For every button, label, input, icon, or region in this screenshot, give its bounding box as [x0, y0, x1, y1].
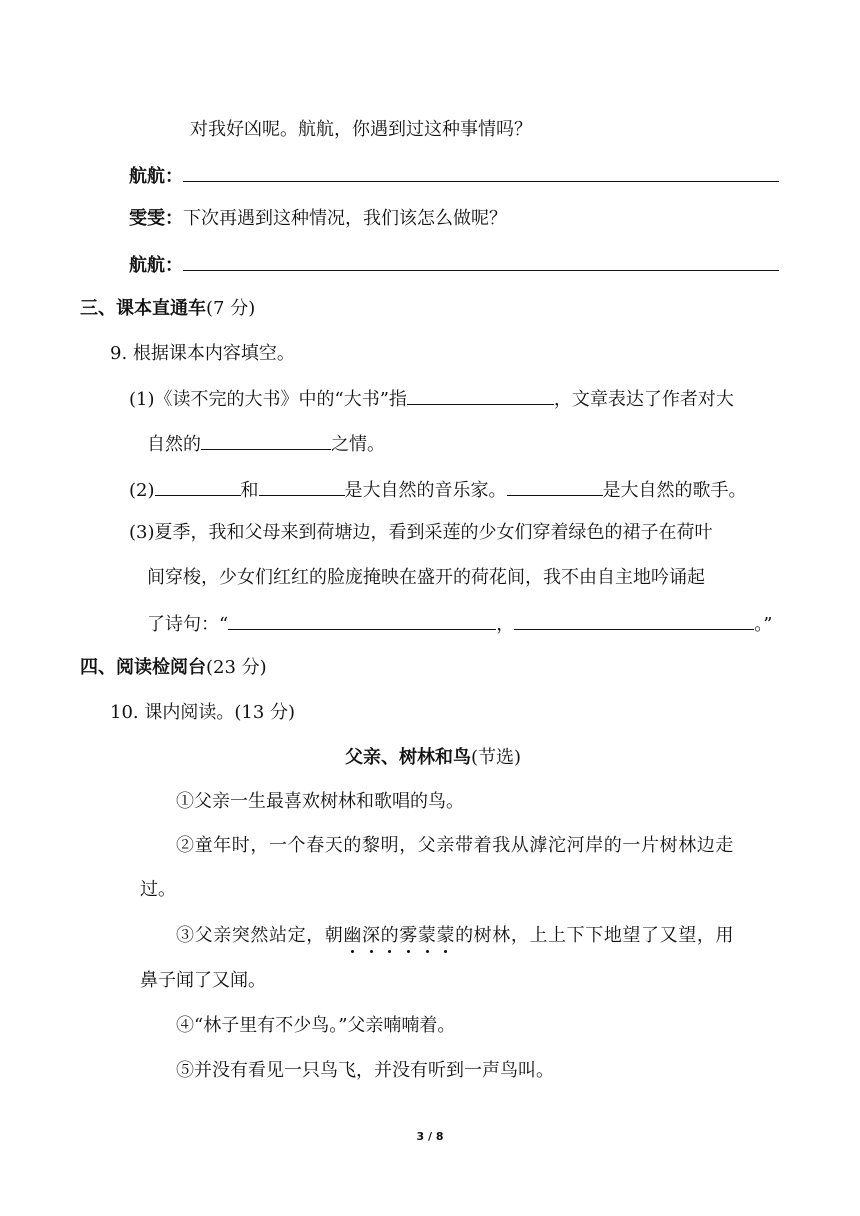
- paragraph-5: ⑤并没有看见一只鸟飞，并没有听到一声鸟叫。: [176, 1060, 554, 1081]
- question-text: 是大自然的音乐家。: [344, 480, 507, 501]
- article-title-text: 父亲、树林和鸟: [345, 747, 471, 768]
- question-10: 10. 课内阅读。(13 分): [110, 702, 296, 723]
- question-text: 。”: [754, 614, 773, 635]
- emphasized-char: 雾: [399, 925, 418, 946]
- question-9-3-line1: (3)夏季，我和父母来到荷塘边，看到采莲的少女们穿着绿色的裙子在荷叶: [129, 522, 713, 543]
- answer-blank[interactable]: [259, 477, 345, 496]
- question-text: 和: [240, 480, 259, 501]
- question-9-3-line2: 间穿梭，少女们红红的脸庞掩映在盛开的荷花间，我不由自主地吟诵起: [147, 567, 705, 588]
- emphasized-char: 的: [380, 925, 400, 946]
- answer-blank[interactable]: [228, 611, 496, 630]
- question-text: (1)《读不完的大书》中的“大书”指: [129, 389, 407, 410]
- paragraph-2-line1: ②童年时，一个春天的黎明，父亲带着我从滹沱河岸的一片树林边走: [176, 835, 734, 856]
- answer-blank[interactable]: [201, 431, 331, 450]
- section-title: 三、课本直通车: [80, 298, 206, 319]
- emphasized-char: 幽: [343, 925, 363, 946]
- question-9-1-line1: [129, 386, 734, 412]
- dialog-hanghang-2: [129, 252, 779, 278]
- answer-blank[interactable]: [507, 477, 603, 496]
- question-9-3-line3: [147, 611, 772, 637]
- section-3-heading: [80, 297, 255, 321]
- page-number: 3 / 8: [416, 1130, 444, 1143]
- answer-blank[interactable]: [183, 252, 779, 271]
- section-score: (23 分): [206, 657, 267, 678]
- dialog-continuation: 对我好凶呢。航航，你遇到过这种事情吗？: [190, 119, 532, 140]
- paragraph-2-line2: 过。: [140, 879, 176, 900]
- dialog-hanghang-1: [129, 163, 779, 189]
- emphasized-phrase: [343, 925, 455, 946]
- dialog-text: 下次再遇到这种情况，我们该怎么做呢？: [183, 208, 507, 229]
- answer-blank[interactable]: [155, 477, 241, 496]
- emphasized-char: 蒙: [417, 925, 437, 946]
- speaker-label: 雯雯：: [129, 208, 183, 229]
- dialog-wenwen: [129, 207, 507, 231]
- paragraph-3-line1: [176, 924, 734, 948]
- paragraph-4: ④“林子里有不少鸟。”父亲喃喃着。: [176, 1015, 456, 1036]
- section-score: (7 分): [206, 298, 256, 319]
- emphasized-char: 深: [362, 925, 381, 946]
- question-9-1-line2: [147, 431, 385, 457]
- paragraph-text: ③父亲突然站定，朝: [176, 925, 344, 946]
- question-text: (2): [129, 480, 155, 501]
- article-subtitle: (节选): [471, 747, 522, 768]
- speaker-label: 航航：: [129, 255, 183, 276]
- question-text: 是大自然的歌手。: [602, 480, 747, 501]
- question-9: 9. 根据课本内容填空。: [110, 343, 295, 364]
- question-text: 了诗句：“: [147, 614, 229, 635]
- question-text: 之情。: [331, 434, 385, 455]
- answer-blank[interactable]: [183, 163, 779, 182]
- question-text: 自然的: [147, 434, 201, 455]
- question-9-2: [129, 477, 747, 503]
- article-title: [345, 746, 521, 770]
- paragraph-3-line2: 鼻子闻了又闻。: [140, 970, 266, 991]
- question-text: ，: [496, 614, 515, 635]
- paragraph-text: 的树林，上上下下地望了又望，用: [455, 925, 735, 946]
- answer-blank[interactable]: [514, 611, 754, 630]
- section-title: 四、阅读检阅台: [80, 657, 206, 678]
- question-text: ，文章表达了作者对大: [553, 389, 734, 410]
- emphasized-char: 蒙: [436, 925, 456, 946]
- section-4-heading: [80, 656, 267, 680]
- paragraph-1: ①父亲一生最喜欢树林和歌唱的鸟。: [176, 791, 464, 812]
- speaker-label: 航航：: [129, 166, 183, 187]
- answer-blank[interactable]: [407, 386, 554, 405]
